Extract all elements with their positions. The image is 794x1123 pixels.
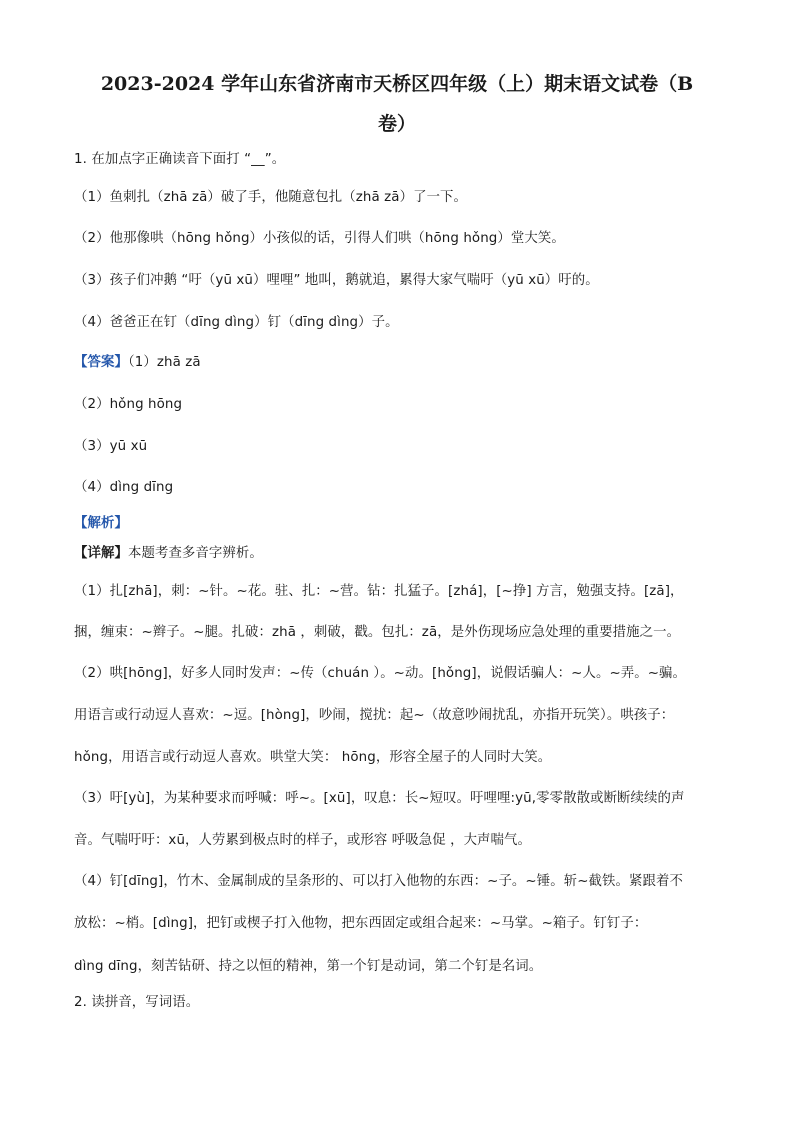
analysis-row bbox=[74, 514, 728, 534]
detail-line-10: dìng dīng，刻苦钻研、持之以恒的精神，第一个钉是动词，第二个钉是名词。 bbox=[74, 959, 543, 974]
answer-tag: 【答案】 bbox=[74, 355, 128, 370]
detail-line-1: （1）扎[zhā]，刺：~针。~花。驻、扎：~营。钻：扎猛子。[zhá]，[~挣] 方言，勉强支持。[zā]， bbox=[74, 584, 684, 599]
question-1-prompt: 1. 在加点字正确读音下面打 “__”。 bbox=[74, 152, 286, 167]
detail-line-8: （4）钉[dīng]，竹木、金属制成的呈条形的、可以打入他物的东西：~子。~锤。斩~截铁。紧跟着不 bbox=[74, 874, 683, 889]
answer-3: （3）yū xū bbox=[74, 439, 148, 454]
detail-line-4: 用语言或行动逗人喜欢：~逗。[hòng]，吵闹，搅扰：起~（故意吵闹扰乱，亦指开玩笑）。哄孩子： bbox=[74, 708, 675, 723]
detail-line-7: 音。气喘吁吁：xū，人劳累到极点时的样子，或形容 呼吸急促 ，大声喘气。 bbox=[74, 833, 532, 848]
exam-title-line-1: 2023-2024 学年山东省济南市天桥区四年级（上）期末语文试卷（B bbox=[100, 73, 694, 95]
question-1-item-1: （1）鱼刺扎（zhā zā）破了手，他随意包扎（zhā zā）了一下。 bbox=[74, 190, 468, 205]
detail-line-2: 捆，缠束：~辫子。~腿。扎破：zhā ，刺破，戳。包扎：zā，是外伤现场应急处理的重要措施之一。 bbox=[74, 625, 681, 640]
detail-line-9: 放松：~梢。[dìng]，把钉或楔子打入他物，把东西固定或组合起来：~马掌。~箱子。钉钉子： bbox=[74, 916, 648, 931]
detail-row bbox=[74, 544, 728, 564]
answer-1: （1）zhā zā bbox=[127, 355, 201, 370]
exam-title-line-2: 卷） bbox=[377, 113, 416, 135]
answer-2: （2）hǒng hōng bbox=[74, 397, 183, 412]
question-1-item-4: （4）爸爸正在钉（dīng dìng）钉（dīng dìng）子。 bbox=[74, 315, 399, 330]
detail-line-3: （2）哄[hōng]，好多人同时发声：~传（chuán ）。~动。[hǒng]，说假话骗人：~人。~弄。~骗。 bbox=[74, 666, 687, 681]
answer-4: （4）dìng dīng bbox=[74, 480, 174, 495]
question-2-prompt: 2. 读拼音，写词语。 bbox=[74, 995, 200, 1010]
detail-line-6: （3）吁[yù]，为某种要求而呼喊：呼~。[xū]，叹息：长~短叹。吁哩哩:yū,零零散散或断断续续的声 bbox=[74, 791, 685, 806]
detail-tag: 【详解】 bbox=[74, 546, 128, 561]
analysis-tag: 【解析】 bbox=[74, 516, 128, 531]
question-1-item-3: （3）孩子们冲鹅 “吁（yū xū）哩哩” 地叫，鹅就追，累得大家气喘吁（yū xū）吁的。 bbox=[74, 273, 599, 288]
detail-intro: 本题考查多音字辨析。 bbox=[127, 546, 263, 561]
question-1-item-2: （2）他那像哄（hōng hǒng）小孩似的话，引得人们哄（hōng hǒng）堂大笑。 bbox=[74, 231, 565, 246]
answer-row-1 bbox=[74, 353, 728, 373]
detail-line-5: hǒng，用语言或行动逗人喜欢。哄堂大笑： hōng，形容全屋子的人同时大笑。 bbox=[74, 750, 552, 765]
